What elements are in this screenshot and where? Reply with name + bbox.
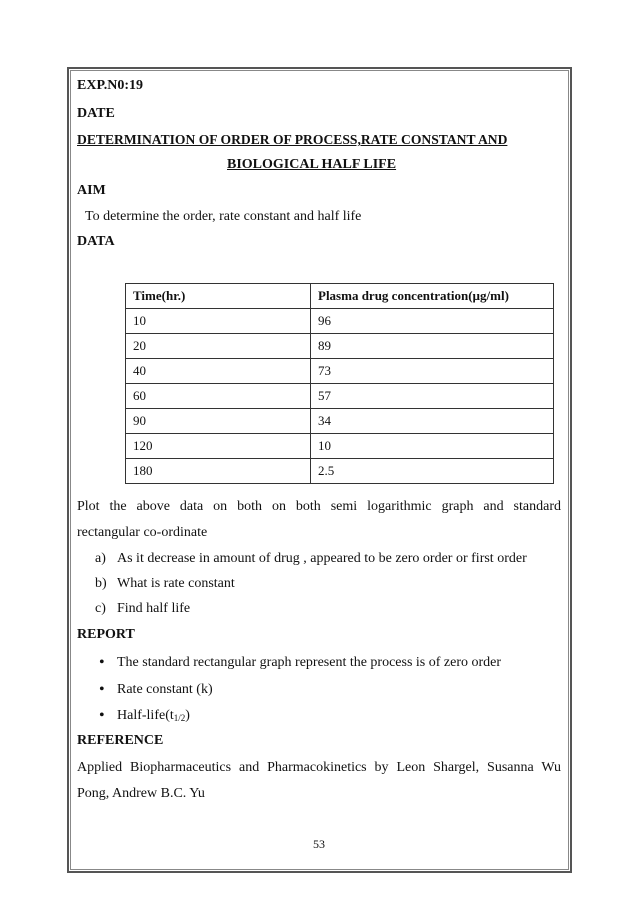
- table-row: [126, 409, 554, 434]
- bullet-icon: •: [99, 707, 105, 724]
- data-table: [125, 283, 554, 484]
- bullet-icon: •: [99, 654, 105, 671]
- cell-time: 20: [126, 334, 311, 359]
- cell-concentration: 34: [311, 409, 554, 434]
- table-row: [126, 334, 554, 359]
- aim-heading: AIM: [77, 183, 106, 198]
- reference-line-1: Applied Biopharmaceutics and Pharmacokinetics by Leon Shargel, Susanna Wu: [77, 760, 561, 775]
- cell-time: 10: [126, 309, 311, 334]
- data-heading: DATA: [77, 234, 115, 249]
- table-header-row: [126, 284, 554, 309]
- item-marker-a: a): [95, 551, 106, 566]
- cell-concentration: 89: [311, 334, 554, 359]
- cell-concentration: 73: [311, 359, 554, 384]
- item-marker-b: b): [95, 576, 107, 591]
- cell-time: 180: [126, 459, 311, 484]
- table-row: [126, 434, 554, 459]
- table-row: [126, 384, 554, 409]
- page-title-line-2: BIOLOGICAL HALF LIFE: [227, 157, 397, 172]
- cell-time: 90: [126, 409, 311, 434]
- item-text-a: As it decrease in amount of drug , appeared to be zero order or first order: [117, 551, 527, 566]
- report-bullet-2: Rate constant (k): [117, 682, 213, 697]
- cell-concentration: 10: [311, 434, 554, 459]
- half-life-subscript: 1/2: [173, 713, 186, 723]
- report-bullet-1: The standard rectangular graph represent the process is of zero order: [117, 655, 502, 670]
- instruction-line-2: rectangular co-ordinate: [77, 525, 208, 540]
- table-row: [126, 459, 554, 484]
- report-heading: REPORT: [77, 627, 135, 642]
- reference-line-2: Pong, Andrew B.C. Yu: [77, 786, 205, 801]
- page-number: 53: [313, 837, 325, 851]
- item-text-c: Find half life: [117, 601, 191, 616]
- bullet-icon: •: [99, 681, 105, 698]
- cell-concentration: 96: [311, 309, 554, 334]
- item-text-b: What is rate constant: [117, 576, 235, 591]
- item-marker-c: c): [95, 601, 106, 616]
- cell-time: 60: [126, 384, 311, 409]
- column-header-concentration: Plasma drug concentration(µg/ml): [311, 284, 554, 309]
- cell-time: 40: [126, 359, 311, 384]
- table-row: [126, 309, 554, 334]
- experiment-number: EXP.N0:19: [77, 78, 143, 93]
- report-bullet-3: [117, 708, 190, 726]
- date-label: DATE: [77, 106, 115, 121]
- cell-concentration: 2.5: [311, 459, 554, 484]
- half-life-suffix: ): [185, 708, 190, 723]
- table-row: [126, 359, 554, 384]
- reference-heading: REFERENCE: [77, 733, 164, 748]
- instruction-line-1: Plot the above data on both on both semi logarithmic graph and standard: [77, 499, 561, 514]
- half-life-prefix: Half-life(t: [117, 708, 174, 723]
- column-header-time: Time(hr.): [126, 284, 311, 309]
- page-title-line-1: DETERMINATION OF ORDER OF PROCESS,RATE CONSTANT AND: [77, 132, 508, 147]
- aim-text: To determine the order, rate constant and half life: [85, 209, 362, 224]
- cell-concentration: 57: [311, 384, 554, 409]
- cell-time: 120: [126, 434, 311, 459]
